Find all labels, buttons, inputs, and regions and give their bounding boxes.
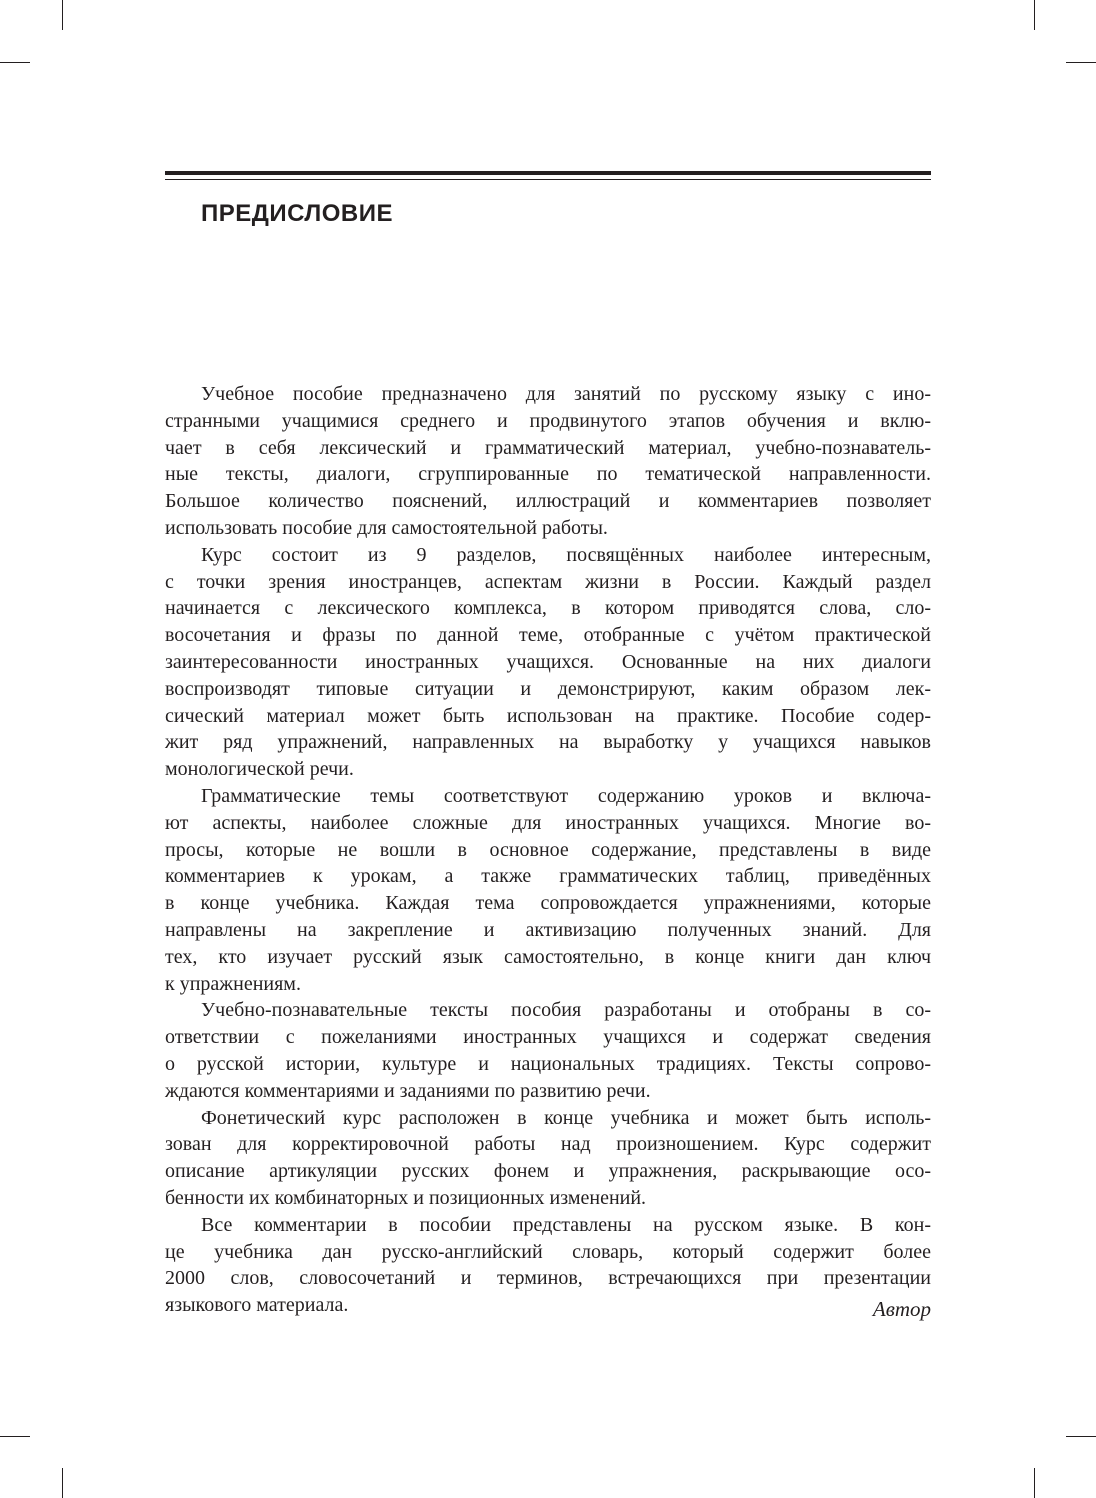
text-line: ответствии с пожеланиями иностранных учащихся и содержат сведения: [165, 1026, 931, 1049]
text-line: заинтересованности иностранных учащихся. Основанные на них диалоги: [165, 650, 931, 673]
paragraph: [165, 542, 931, 783]
text-line: направлены на закрепление и активизацию полученных знаний. Для: [165, 918, 931, 941]
text-line: сический материал может быть использован на практике. Пособие содер-: [165, 704, 931, 727]
text-line: Учебно-познавательные тексты пособия разработаны и отобраны в со-: [201, 999, 931, 1022]
text-line: ждаются комментариями и заданиями по развитию речи.: [165, 1079, 651, 1102]
header-rule-thin: [165, 179, 931, 180]
header-rule-thick: [165, 171, 931, 175]
text-line: использовать пособие для самостоятельной работы.: [165, 516, 608, 539]
text-line: начинается с лексического комплекса, в котором приводятся слова, сло-: [165, 597, 931, 620]
text-line: жит ряд упражнений, направленных на выработку у учащихся навыков: [165, 731, 931, 754]
text-line: восочетания и фразы по данной теме, отобранные с учётом практической: [165, 624, 931, 647]
text-line: бенности их комбинаторных и позиционных изменений.: [165, 1186, 647, 1209]
crop-mark: [1034, 1468, 1035, 1498]
crop-mark: [1066, 1436, 1096, 1437]
body-text: [165, 381, 931, 1319]
paragraph: [165, 997, 931, 1104]
text-line: языкового материала.: [165, 1294, 349, 1317]
text-line: зован для корректировочной работы над произношением. Курс содержит: [165, 1133, 931, 1156]
text-line: в конце учебника. Каждая тема сопровождается упражнениями, которые: [165, 892, 931, 915]
text-line: описание артикуляции русских фонем и упражнения, раскрывающие осо-: [165, 1160, 931, 1183]
text-line: к упражнениям.: [165, 972, 301, 995]
paragraph: [165, 1212, 931, 1319]
text-line: чает в себя лексический и грамматический материал, учебно-познаватель-: [165, 436, 931, 459]
author-signature: Автор: [872, 1297, 931, 1321]
text-line: просы, которые не вошли в основное содержание, представлены в виде: [165, 838, 931, 861]
text-line: це учебника дан русско-английский словарь, который содержит более: [165, 1240, 931, 1263]
text-line: Курс состоит из 9 разделов, посвящённых наиболее интересным,: [201, 543, 931, 566]
paragraph: [165, 381, 931, 542]
crop-mark: [1034, 0, 1035, 30]
text-line: монологической речи.: [165, 758, 354, 781]
paragraph: [165, 1105, 931, 1212]
text-line: воспроизводят типовые ситуации и демонстрируют, каким образом лек-: [165, 677, 931, 700]
text-line: с точки зрения иностранцев, аспектам жизни в России. Каждый раздел: [165, 570, 931, 593]
text-line: Учебное пособие предназначено для занятий по русскому языку с ино-: [201, 383, 931, 405]
text-line: странными учащимися среднего и продвинутого этапов обучения и вклю-: [165, 409, 931, 432]
crop-mark: [62, 0, 63, 30]
crop-mark: [62, 1468, 63, 1498]
text-line: Грамматические темы соответствуют содержанию уроков и включа-: [201, 784, 931, 807]
text-line: Большое количество пояснений, иллюстраций и комментариев позволяет: [165, 490, 931, 513]
crop-mark: [1066, 62, 1096, 63]
text-line: о русской истории, культуре и национальных традициях. Тексты сопрово-: [165, 1052, 931, 1075]
text-line: ют аспекты, наиболее сложные для иностранных учащихся. Многие во-: [165, 811, 931, 834]
text-line: ные тексты, диалоги, сгруппированные по тематической направленности.: [165, 463, 931, 486]
text-line: 2000 слов, словосочетаний и терминов, встречающихся при презентации: [165, 1267, 931, 1290]
text-line: тех, кто изучает русский язык самостоятельно, в конце книги дан ключ: [165, 945, 931, 968]
text-line: Фонетический курс расположен в конце учебника и может быть исполь-: [201, 1106, 931, 1129]
text-line: комментариев к урокам, а также грамматических таблиц, приведённых: [165, 865, 931, 888]
text-line: Все комментарии в пособии представлены на русском языке. В кон-: [201, 1213, 931, 1236]
crop-mark: [0, 62, 30, 63]
page-title: ПРЕДИСЛОВИЕ: [201, 200, 393, 227]
paragraph: [165, 783, 931, 997]
crop-mark: [0, 1436, 30, 1437]
